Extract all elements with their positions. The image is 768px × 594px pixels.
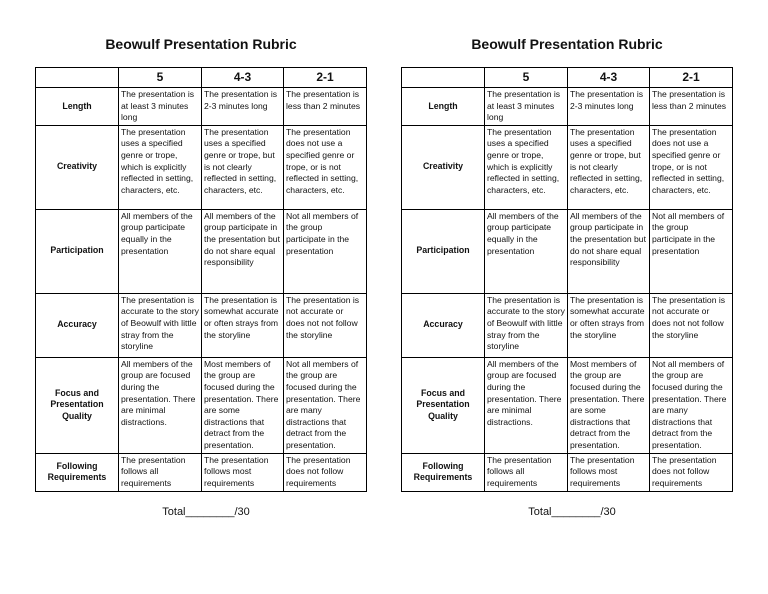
rubric-cell: The presentation is accurate to the story of Beowulf with little stray from the storyline: [119, 293, 202, 357]
criterion-label: Length: [402, 88, 485, 126]
table-row: [36, 125, 367, 209]
header-score-5: 5: [485, 68, 568, 88]
rubric-cell: All members of the group participate equally in the presentation: [119, 209, 202, 293]
rubric-cell: The presentation is somewhat accurate or often strays from the storyline: [202, 293, 284, 357]
header-row: [402, 68, 733, 88]
header-score-2-1: 2-1: [284, 68, 367, 88]
criterion-label: Accuracy: [36, 293, 119, 357]
header-blank: [402, 68, 485, 88]
table-row: [402, 125, 733, 209]
header-row: [36, 68, 367, 88]
criterion-label: Participation: [402, 209, 485, 293]
rubric-title: Beowulf Presentation Rubric: [471, 36, 663, 52]
criterion-label: Following Requirements: [402, 453, 485, 491]
table-row: [402, 88, 733, 126]
header-score-2-1: 2-1: [650, 68, 733, 88]
rubric-cell: The presentation is less than 2 minutes: [284, 88, 367, 126]
rubric-cell: The presentation does not follow requirements: [650, 453, 733, 491]
criterion-label: Participation: [36, 209, 119, 293]
rubric-cell: All members of the group are focused during the presentation. There are minimal distractions.: [485, 357, 568, 453]
total-score-line: Total________/30: [528, 506, 616, 518]
criterion-label: Creativity: [36, 125, 119, 209]
table-row: [36, 293, 367, 357]
header-blank: [36, 68, 119, 88]
header-score-4-3: 4-3: [568, 68, 650, 88]
rubric-cell: The presentation follows all requirements: [119, 453, 202, 491]
rubric-table: [401, 67, 733, 492]
rubric-cell: The presentation is at least 3 minutes long: [119, 88, 202, 126]
table-row: [402, 209, 733, 293]
rubric-cell: The presentation is 2-3 minutes long: [568, 88, 650, 126]
criterion-label: Length: [36, 88, 119, 126]
rubric-cell: The presentation is not accurate or does not not follow the storyline: [650, 293, 733, 357]
rubric-cell: The presentation is 2-3 minutes long: [202, 88, 284, 126]
header-score-4-3: 4-3: [202, 68, 284, 88]
rubric-cell: The presentation follows most requirements: [202, 453, 284, 491]
table-row: [402, 293, 733, 357]
rubric-cell: Most members of the group are focused during the presentation. There are some distractions that detract from the presentation.: [202, 357, 284, 453]
rubric-cell: The presentation uses a specified genre or trope, but is not clearly reflected in setting, characters, etc.: [568, 125, 650, 209]
criterion-label: Accuracy: [402, 293, 485, 357]
rubric-cell: The presentation follows all requirements: [485, 453, 568, 491]
table-row: [36, 357, 367, 453]
rubric-cell: The presentation is not accurate or does not not follow the storyline: [284, 293, 367, 357]
rubric-cell: Not all members of the group are focused during the presentation. There are many distractions that detract from the presentation.: [650, 357, 733, 453]
header-score-5: 5: [119, 68, 202, 88]
rubric-cell: Most members of the group are focused during the presentation. There are some distractions that detract from the presentation.: [568, 357, 650, 453]
criterion-label: Following Requirements: [36, 453, 119, 491]
rubric-cell: The presentation is accurate to the story of Beowulf with little stray from the storyline: [485, 293, 568, 357]
criterion-label: Focus and Presentation Quality: [36, 357, 119, 453]
rubric-cell: All members of the group participate equally in the presentation: [485, 209, 568, 293]
table-row: [36, 453, 367, 491]
rubric-cell: The presentation uses a specified genre or trope, which is explicitly reflected in setting, characters, etc.: [485, 125, 568, 209]
rubric-cell: Not all members of the group are focused during the presentation. There are many distractions that detract from the presentation.: [284, 357, 367, 453]
rubric-title: Beowulf Presentation Rubric: [105, 36, 297, 52]
rubric-cell: The presentation does not follow requirements: [284, 453, 367, 491]
rubric-cell: All members of the group participate in the presentation but do not share equal responsibility: [202, 209, 284, 293]
rubric-cell: The presentation uses a specified genre or trope, but is not clearly reflected in setting, characters, etc.: [202, 125, 284, 209]
rubric-cell: The presentation does not use a specified genre or trope, or is not reflected in setting, characters, etc.: [650, 125, 733, 209]
criterion-label: Focus and Presentation Quality: [402, 357, 485, 453]
rubric-cell: The presentation is at least 3 minutes long: [485, 88, 568, 126]
rubric-cell: The presentation does not use a specified genre or trope, or is not reflected in setting, characters, etc.: [284, 125, 367, 209]
rubric-cell: All members of the group are focused during the presentation. There are minimal distractions.: [119, 357, 202, 453]
rubric-cell: The presentation follows most requirements: [568, 453, 650, 491]
rubric-cell: The presentation is somewhat accurate or often strays from the storyline: [568, 293, 650, 357]
total-score-line: Total________/30: [162, 506, 250, 518]
rubric-table: [35, 67, 367, 492]
table-row: [402, 357, 733, 453]
rubric-cell: The presentation uses a specified genre or trope, which is explicitly reflected in setting, characters, etc.: [119, 125, 202, 209]
table-row: [36, 88, 367, 126]
rubric-cell: Not all members of the group participate in the presentation: [650, 209, 733, 293]
table-row: [402, 453, 733, 491]
table-row: [36, 209, 367, 293]
rubric-cell: All members of the group participate in the presentation but do not share equal responsibility: [568, 209, 650, 293]
rubric-cell: Not all members of the group participate in the presentation: [284, 209, 367, 293]
criterion-label: Creativity: [402, 125, 485, 209]
rubric-cell: The presentation is less than 2 minutes: [650, 88, 733, 126]
